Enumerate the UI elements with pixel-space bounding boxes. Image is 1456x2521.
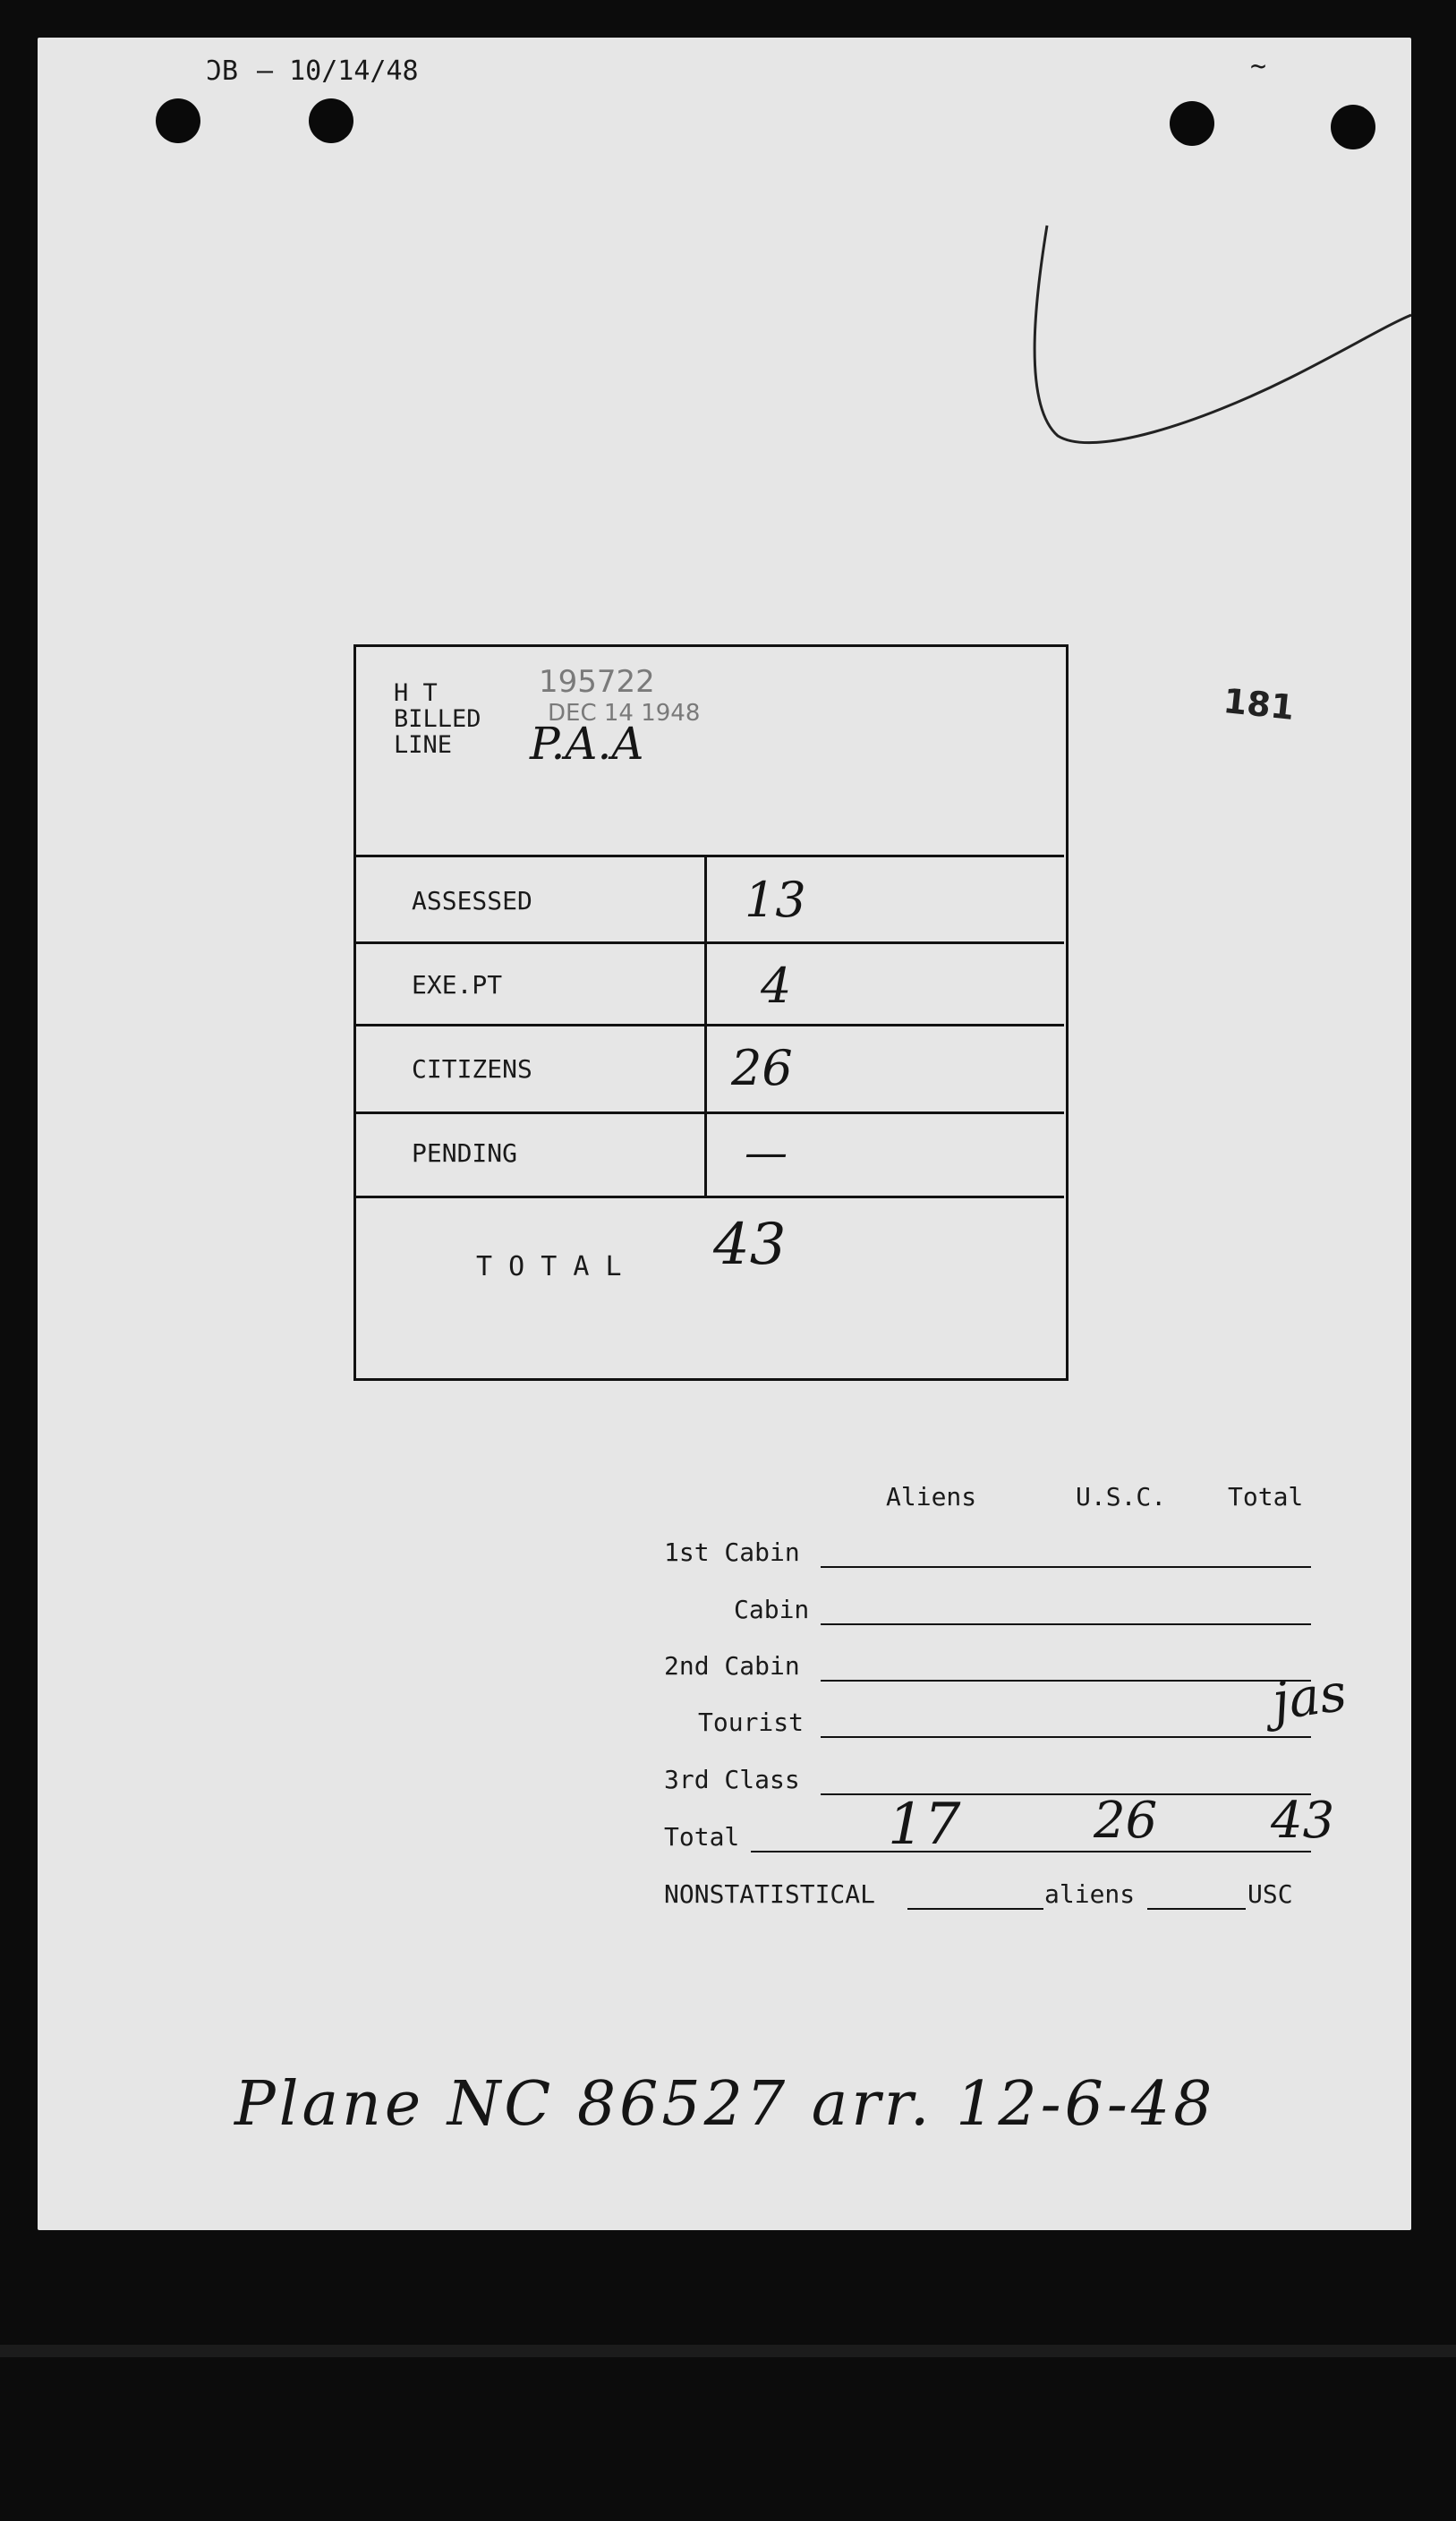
nonstat-usc: USC	[1247, 1879, 1293, 1909]
entry-line	[821, 1623, 1311, 1625]
row-label-exempt: EXE.PT	[412, 970, 503, 1000]
stamp-number: 195722	[539, 664, 655, 700]
row-label-2nd-cabin: 2nd Cabin	[664, 1651, 800, 1681]
initials: jas	[1268, 1661, 1350, 1733]
label-billed: BILLED	[394, 705, 481, 733]
entry-line	[821, 1736, 1311, 1738]
row-label-pending: PENDING	[412, 1138, 518, 1168]
nonstat-aliens: aliens	[1044, 1879, 1136, 1909]
col-header-usc: U.S.C.	[1076, 1482, 1167, 1512]
entry-line	[821, 1680, 1311, 1682]
entry-line	[907, 1908, 1043, 1910]
row-label-total: Total	[664, 1822, 740, 1852]
row-label-tourist: Tourist	[698, 1708, 805, 1737]
line-handwritten: P.A.A	[530, 718, 644, 770]
stamp-date: DEC 14 1948	[548, 700, 701, 727]
total-usc: 26	[1094, 1792, 1158, 1850]
label-line: LINE	[394, 731, 453, 759]
footer-note: Plane NC 86527 arr. 12-6-48	[234, 2069, 1216, 2140]
row-value-pending: —	[745, 1128, 788, 1178]
entry-line	[821, 1566, 1311, 1568]
row-label-citizens: CITIZENS	[412, 1054, 532, 1084]
entry-line	[751, 1851, 1311, 1852]
punch-hole	[1331, 105, 1375, 149]
table-rule	[355, 1111, 1064, 1114]
row-value-assessed: 13	[745, 872, 806, 928]
scan-border	[0, 2345, 1456, 2357]
total-total: 43	[1271, 1792, 1335, 1850]
row-label-3rd-class: 3rd Class	[664, 1765, 800, 1794]
col-header-total: Total	[1228, 1482, 1304, 1512]
document-page	[38, 38, 1411, 2230]
row-value-exempt: 4	[761, 958, 792, 1014]
punch-hole	[309, 98, 353, 143]
pen-stroke	[1022, 181, 1416, 485]
corner-mark: ~	[1250, 51, 1267, 82]
row-label-cabin: Cabin	[734, 1595, 810, 1624]
table-rule	[355, 941, 1064, 944]
table-rule	[355, 855, 1064, 857]
header-date: – 10/14/48	[257, 55, 419, 87]
total-value: 43	[713, 1212, 787, 1278]
nonstat-label: NONSTATISTICAL	[664, 1879, 876, 1909]
total-aliens: 17	[888, 1792, 961, 1858]
side-number: 181	[1221, 680, 1297, 728]
punch-hole	[156, 98, 200, 143]
table-rule	[355, 1024, 1064, 1026]
header-mark: ƆB	[206, 55, 239, 87]
col-header-aliens: Aliens	[886, 1482, 977, 1512]
table-rule	[355, 1196, 1064, 1198]
table-column-divider	[704, 855, 707, 1196]
total-label: T O T A L	[476, 1251, 622, 1282]
row-label-assessed: ASSESSED	[412, 886, 532, 916]
row-value-citizens: 26	[731, 1040, 793, 1096]
entry-line	[1147, 1908, 1246, 1910]
row-label-1st-cabin: 1st Cabin	[664, 1537, 800, 1567]
label-ht: H T	[394, 679, 438, 707]
punch-hole	[1170, 101, 1214, 146]
form-table	[353, 644, 1069, 1381]
